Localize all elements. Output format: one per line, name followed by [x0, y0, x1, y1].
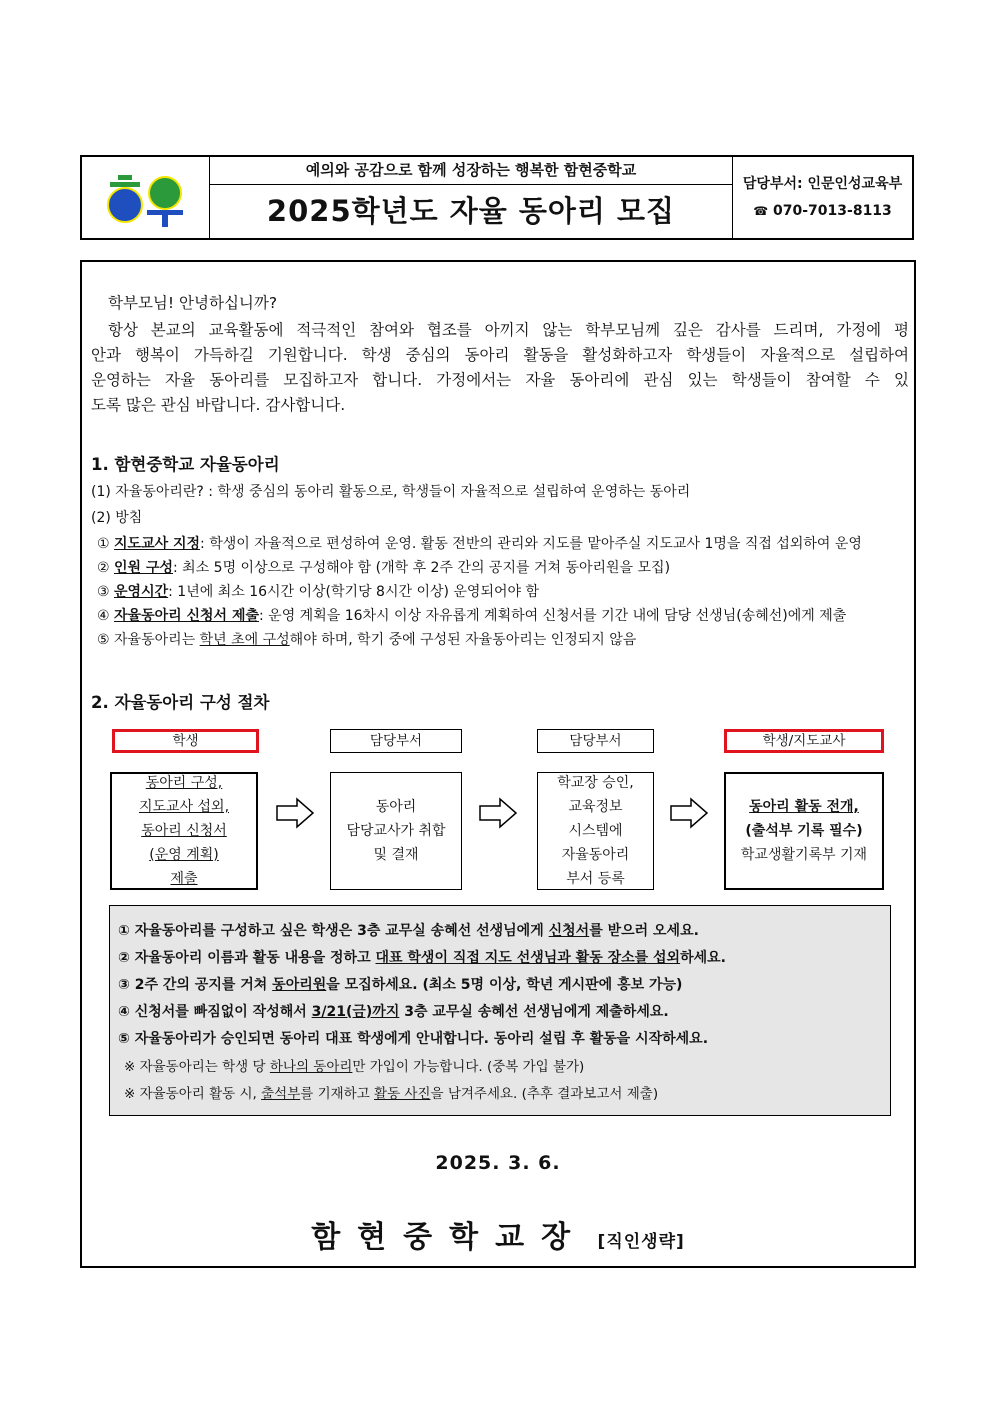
contact-cell — [733, 157, 912, 238]
school-logo-icon — [106, 169, 186, 229]
policy-num: ④ — [97, 608, 110, 624]
flow-role-student: 학생 — [112, 729, 259, 753]
phone-number: 070-7013-8113 — [773, 203, 892, 219]
policy-key: 자율동아리 신청서 제출 — [114, 608, 260, 624]
intro-line-3: 운영하는 자율 동아리를 모집하고자 합니다. 가정에서는 자율 동아리에 관심 있는 학생들이 참여할 수 있 — [91, 371, 909, 389]
flow-step-line: 부서 등록 — [566, 871, 625, 887]
flow-step-line: 및 결재 — [373, 847, 419, 863]
title-cell — [210, 157, 733, 238]
flow-role-student-teacher: 학생/지도교사 — [724, 729, 884, 753]
policy-text: 자율동아리는 — [114, 632, 200, 648]
policy-label: (2) 방침 — [91, 510, 143, 526]
flow-role-dept: 담당부서 — [330, 729, 462, 753]
flow-step-line: 학교생활기록부 기재 — [740, 847, 868, 863]
note-text: 을 모집하세요. (최소 5명 이상, 학년 게시판에 홍보 가능) — [326, 977, 683, 993]
phone-icon: ☎ — [753, 204, 769, 218]
policy-item — [97, 557, 670, 577]
policy-text: : 1년에 최소 16시간 이상(학기당 8시간 이상) 운영되어야 함 — [168, 584, 539, 600]
policy-key: 인원 구성 — [114, 560, 173, 576]
policy-num: ② — [97, 560, 110, 576]
notes-box — [109, 905, 891, 1116]
flow-role-dept: 담당부서 — [537, 729, 654, 753]
note-line — [118, 1001, 669, 1021]
flow-step-line: (운영 계획) — [149, 847, 219, 863]
flow-step-line: 동아리 활동 전개, — [749, 799, 859, 815]
note-underline: 3/21(금)까지 — [311, 1004, 400, 1020]
flow-step-line: (출석부 기록 필수) — [745, 823, 863, 839]
policy-text: : 학생이 자율적으로 편성하여 운영. 활동 전반의 관리와 지도를 맡아주실 지도교사 1명을 직접 섭외하여 운영 — [200, 536, 862, 552]
note-text: 3층 교무실 송혜선 선생님에게 제출하세요. — [399, 1004, 669, 1020]
document-date: 2025. 3. 6. — [435, 1152, 561, 1174]
flow-step-line: 자율동아리 — [561, 847, 630, 863]
note-underline: 대표 학생이 직접 지도 선생님과 활동 장소를 섭외 — [375, 950, 681, 966]
flow-step-line: 담당교사가 취합 — [346, 823, 446, 839]
document-header — [80, 155, 914, 240]
logo-cell — [82, 157, 210, 238]
greeting: 학부모님! 안녕하십니까? — [108, 294, 278, 312]
policy-key: 지도교사 지정 — [114, 536, 201, 552]
right-arrow-icon — [275, 797, 315, 829]
policy-key: 운영시간 — [114, 584, 169, 600]
flow-step-line: 동아리 신청서 — [141, 823, 227, 839]
note-underline: 활동 사진 — [374, 1086, 431, 1102]
policy-num: ① — [97, 536, 110, 552]
seal-note: [직인생략] — [597, 1232, 685, 1252]
policy-item — [97, 605, 846, 625]
policy-text: 해야 하며, 학기 중에 구성된 자율동아리는 인정되지 않음 — [289, 632, 637, 648]
note-text: ① 자율동아리를 구성하고 싶은 학생은 3층 교무실 송혜선 선생님에게 — [118, 923, 549, 939]
note-text: 를 받으러 오세요. — [589, 923, 699, 939]
policy-text: : 최소 5명 이상으로 구성해야 함 (개학 후 2주 간의 공지를 거쳐 동아리원을 모집) — [173, 560, 671, 576]
principal-signature — [82, 1212, 914, 1256]
flow-step-line: 시스템에 — [568, 823, 623, 839]
note-text: ⑤ 자율동아리가 승인되면 동아리 대표 학생에게 안내합니다. 동아리 설립 후 활동을 시작하세요. — [118, 1031, 709, 1047]
policy-item — [97, 533, 862, 553]
flow-step-2 — [330, 772, 462, 890]
school-slogan: 예의와 공감으로 함께 성장하는 행복한 함현중학교 — [210, 157, 732, 185]
flow-step-line: 제출 — [170, 871, 198, 887]
right-arrow-icon — [478, 797, 518, 829]
policy-item — [97, 629, 636, 649]
flow-step-1 — [110, 772, 258, 890]
note-text: ② 자율동아리 이름과 활동 내용을 정하고 — [118, 950, 376, 966]
main-content — [80, 260, 916, 1268]
intro-line-2: 안과 행복이 가득하길 기원합니다. 학생 중심의 동아리 활동을 활성화하고자 학생들이 자율적으로 설립하여 — [91, 346, 909, 364]
note-underline: 동아리원 — [272, 977, 327, 993]
page-title: 2025학년도 자율 동아리 모집 — [266, 194, 676, 228]
definition-line: (1) 자율동아리란? : 학생 중심의 동아리 활동으로, 학생들이 자율적으로 설립하여 운영하는 동아리 — [91, 484, 691, 500]
intro-line-1: 항상 본교의 교육활동에 적극적인 참여와 협조를 아끼지 않는 학부모님께 깊은 감사를 드리며, 가정에 평 — [108, 321, 909, 339]
flow-step-line: 학교장 승인, — [557, 775, 634, 791]
section-2-heading: 2. 자율동아리 구성 절차 — [91, 693, 270, 712]
note-line — [118, 974, 682, 994]
note-text: 하세요. — [680, 950, 726, 966]
note-text: ③ 2주 간의 공지를 거쳐 — [118, 977, 273, 993]
note-text: ④ 신청서를 빠짐없이 작성해서 — [118, 1004, 312, 1020]
policy-key: 학년 초에 구성 — [199, 632, 290, 648]
note-text: 을 남겨주세요. (추후 결과보고서 제출) — [430, 1086, 659, 1102]
department-label: 담당부서: 인문인성교육부 — [742, 176, 903, 192]
phone-line — [733, 203, 912, 219]
note-line — [124, 1082, 658, 1102]
intro-line-4: 도록 많은 관심 바랍니다. 감사합니다. — [91, 396, 346, 414]
policy-num: ③ — [97, 584, 110, 600]
flow-step-line: 교육정보 — [568, 799, 623, 815]
note-text: ※ 자율동아리는 학생 당 — [124, 1059, 270, 1075]
flow-step-line: 동아리 구성, — [145, 775, 223, 791]
flow-step-line: 지도교사 섭외, — [138, 799, 230, 815]
flow-step-4 — [724, 772, 884, 890]
note-text: 를 기재하고 — [300, 1086, 375, 1102]
flow-step-3 — [537, 772, 654, 890]
section-1-heading: 1. 함현중학교 자율동아리 — [91, 455, 280, 474]
policy-text: : 운영 계획을 16차시 이상 자유롭게 계획하여 신청서를 기간 내에 담당 선생님(송혜선)에게 제출 — [259, 608, 847, 624]
note-underline: 신청서 — [548, 923, 590, 939]
flow-step-line: 동아리 — [375, 799, 417, 815]
note-underline: 하나의 동아리 — [269, 1059, 353, 1075]
note-line — [118, 920, 699, 940]
note-line — [124, 1055, 584, 1075]
note-text: 만 가입이 가능합니다. (중복 가입 불가) — [352, 1059, 585, 1075]
right-arrow-icon — [669, 797, 709, 829]
note-text: ※ 자율동아리 활동 시, — [124, 1086, 262, 1102]
note-line — [118, 1028, 708, 1048]
principal-name: 함현중학교장 — [311, 1220, 588, 1255]
policy-item — [97, 581, 539, 601]
note-line — [118, 947, 726, 967]
policy-num: ⑤ — [97, 632, 110, 648]
note-underline: 출석부 — [261, 1086, 301, 1102]
